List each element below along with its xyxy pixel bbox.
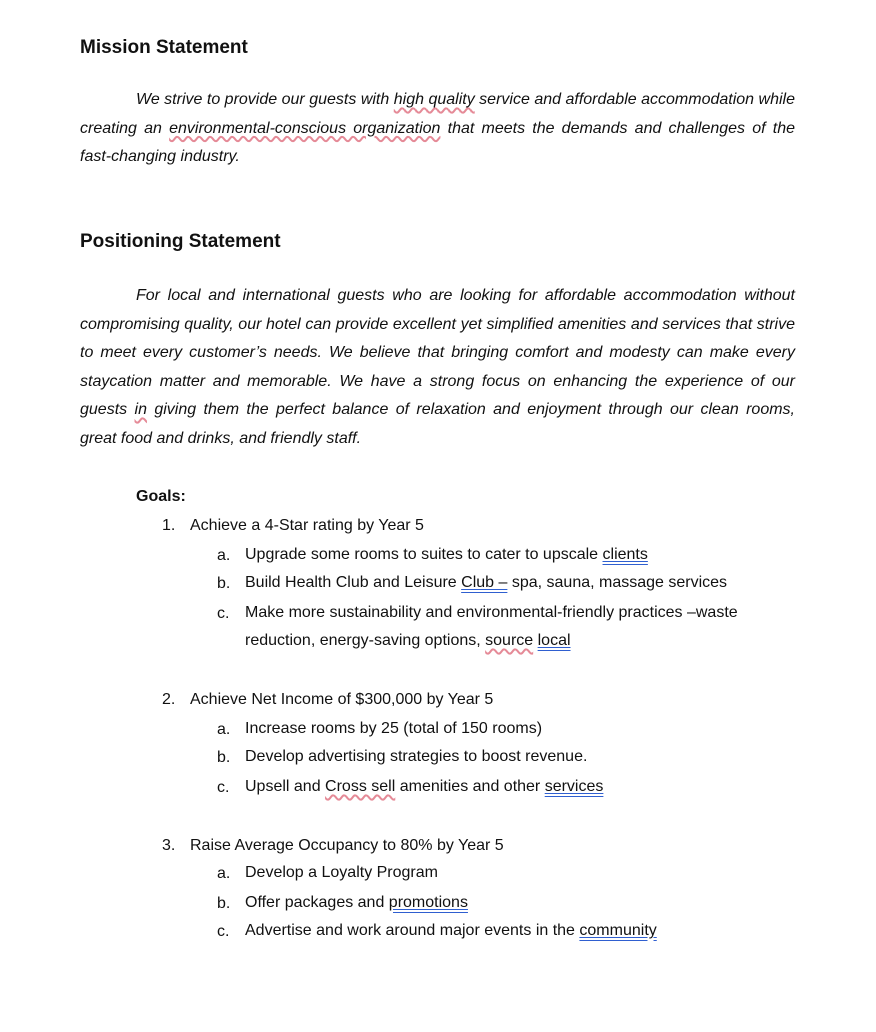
subgoal-text xyxy=(245,599,785,655)
positioning-paragraph xyxy=(80,282,795,453)
subgoal-text-part: Develop a Loyalty Program xyxy=(245,864,438,881)
subgoal-text xyxy=(245,917,785,945)
subgoal-text-part: Upsell and xyxy=(245,778,326,795)
subgoal-text-part: Build Health Club and Leisure xyxy=(245,574,462,591)
subgoal-letter: a. xyxy=(217,721,231,738)
subgoal-letter: c. xyxy=(217,779,230,796)
mission-text: that meets the demands and challenges of the fast-changing industry. xyxy=(80,119,796,165)
subgoal-text-part: spa, sauna, massage services xyxy=(507,574,728,591)
positioning-heading: Positioning Statement xyxy=(80,231,281,252)
goal-text: Achieve a 4-Star rating by Year 5 xyxy=(190,517,424,534)
subgoal-letter: b. xyxy=(217,575,231,592)
spell-flag[interactable]: high quality xyxy=(393,91,475,108)
subgoal-letter: a. xyxy=(217,547,231,564)
grammar-flag[interactable]: services xyxy=(544,778,604,795)
goal-text: Achieve Net Income of $300,000 by Year 5 xyxy=(190,691,494,708)
grammar-flag[interactable]: local xyxy=(537,632,571,649)
subgoal-letter: b. xyxy=(217,895,231,912)
subgoal-text-part: amenities and other xyxy=(395,778,545,795)
subgoal-text-part: Offer packages and xyxy=(245,894,389,911)
subgoal-text-part: Advertise and work around major events in the xyxy=(245,922,580,939)
subgoal-text xyxy=(245,773,785,801)
subgoal-text-part: Make more sustainability and environmental-friendly practices –waste reduction, energy-saving options, xyxy=(245,604,738,649)
grammar-flag[interactable]: clients xyxy=(602,546,648,563)
spell-flag[interactable]: environmental-conscious organization xyxy=(169,119,441,137)
subgoal-text xyxy=(245,889,785,917)
subgoal-text xyxy=(245,715,785,743)
positioning-text: giving them the perfect balance of relaxation and enjoyment through our clean rooms, great food and drinks, and friendly staff. xyxy=(80,401,796,447)
grammar-flag[interactable]: promotions xyxy=(388,894,468,911)
subgoal-text-part: Develop advertising strategies to boost revenue. xyxy=(245,748,588,765)
subgoal-text-part: Increase rooms by 25 (total of 150 rooms) xyxy=(245,720,543,737)
subgoal-letter: b. xyxy=(217,749,231,766)
goal-number: 2. xyxy=(162,691,176,708)
subgoal-letter: c. xyxy=(217,923,230,940)
spell-flag[interactable]: source xyxy=(485,632,534,649)
goal-number: 3. xyxy=(162,837,176,854)
subgoal-text xyxy=(245,859,785,887)
spell-flag[interactable]: in xyxy=(134,401,147,418)
mission-heading: Mission Statement xyxy=(80,37,248,58)
subgoal-text xyxy=(245,541,785,569)
subgoal-text xyxy=(245,569,785,597)
grammar-flag[interactable]: Club – xyxy=(461,574,508,591)
goal-text: Raise Average Occupancy to 80% by Year 5 xyxy=(190,837,504,854)
goal-number: 1. xyxy=(162,517,176,534)
mission-text: service and affordable accommodation while creating an xyxy=(80,91,795,137)
positioning-text: For local and international guests who are looking for affordable accommodation without compromising quality, our hotel can provide excellent yet simplified amenities and services that strive to meet every customer’s needs. We believe that bringing comfort and modesty can make every staycation matter and memorable. We have a strong focus on enhancing the experience of our guests xyxy=(80,287,795,418)
goals-label: Goals: xyxy=(136,488,186,505)
subgoal-letter: a. xyxy=(217,865,231,882)
mission-paragraph xyxy=(80,86,795,172)
spell-flag[interactable]: Cross sell xyxy=(325,778,396,795)
subgoal-letter: c. xyxy=(217,605,230,622)
grammar-flag[interactable]: community xyxy=(579,922,657,939)
subgoal-text-part: Upgrade some rooms to suites to cater to upscale xyxy=(245,546,603,563)
subgoal-text xyxy=(245,743,785,771)
mission-text: We strive to provide our guests with xyxy=(136,91,394,108)
